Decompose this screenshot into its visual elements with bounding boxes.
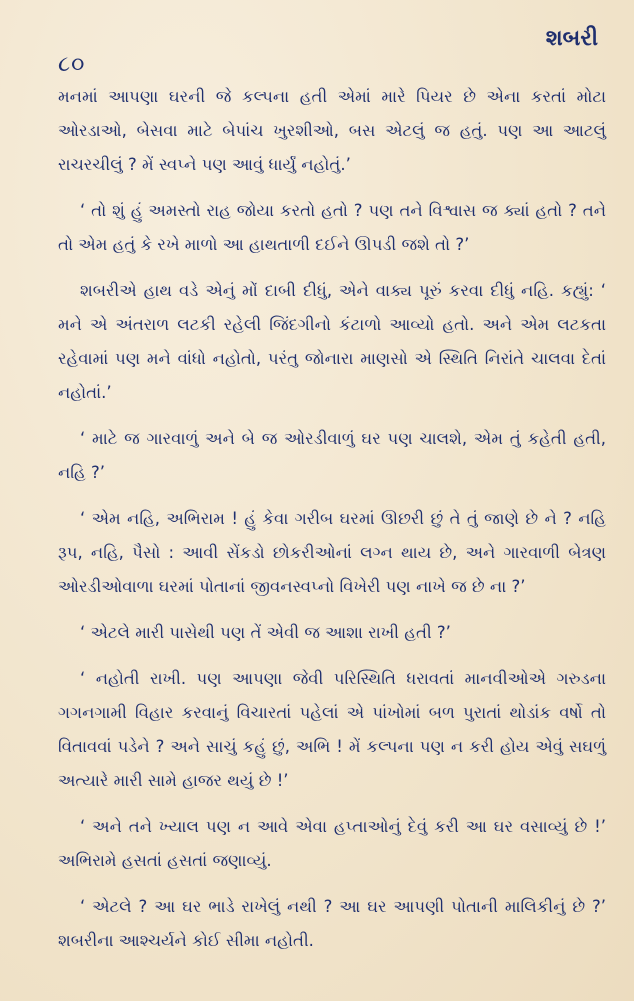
running-title: શબરી: [545, 26, 598, 51]
page-number: ૮૦: [58, 52, 86, 77]
paragraph: ‘ એમ નહિ, અભિરામ ! હું કેવા ગરીબ ઘરમાં ઊછરી છું તે તું જાણે છે ને ? નહિ રૂપ, નહિ, પૈસો : આવી સેંકડો છોકરીઓનાં લગ્ન થાય છે, અને ગારવાળી બેત્રણ ઓરડીઓવાળા ઘરમાં પોતાનાં જીવનસ્વપ્નો વિખેરી પણ નાખે જ છે ના ?’: [58, 509, 606, 596]
paragraph: ‘ એટલે ? આ ઘર ભાડે રાખેલું નથી ? આ ઘર આપણી પોતાની માલિકીનું છે ?’ શબરીના આશ્ચર્યને કોઈ સીમા નહોતી.: [58, 897, 606, 950]
paragraph: ‘ માટે જ ગારવાળું અને બે જ ઓરડીવાળું ઘર પણ ચાલશે, એમ તું કહેતી હતી, નહિ ?’: [58, 429, 606, 482]
paragraph: ‘ એટલે મારી પાસેથી પણ તેં એવી જ આશા રાખી હતી ?’: [80, 623, 451, 642]
paragraph: મનમાં આપણા ઘરની જે કલ્પના હતી એમાં મારે પિયર છે એના કરતાં મોટા ઓરડાઓ, બેસવા માટે બેપાંચ ખુરશીઓ, બસ એટલું જ હતું. પણ આ આટલું રાચરચીલું ? મેં સ્વપ્ને પણ આવું ધાર્યું નહોતું.’: [58, 87, 606, 174]
paragraph: ‘ તો શું હું અમસ્તો રાહ જોયા કરતો હતો ? પણ તને વિશ્વાસ જ ક્યાં હતો ? તને તો એમ હતું કે રખે માળો આ હાથતાળી દઈને ઊપડી જશે તો ?’: [58, 201, 606, 254]
body-text: [58, 80, 606, 970]
paragraph: શબરીએ હાથ વડે એનું મોં દાબી દીધું, એને વાક્ય પૂરું કરવા દીધું નહિ. કહ્યું: ‘ મને એ અંતરાળ લટકી રહેલી જિંદગીનો કંટાળો આવ્યો હતો. અને એમ લટકતા રહેવામાં પણ મને વાંધો નહોતો, પરંતુ જોનારા માણસો એ સ્થિતિ નિરાંતે ચાલવા દેતાં નહોતાં.’: [58, 281, 606, 402]
paragraph: ‘ નહોતી રાખી. પણ આપણા જેવી પરિસ્થિતિ ધરાવતાં માનવીઓએ ગરુડના ગગનગામી વિહાર કરવાનું વિચારતાં પહેલાં એ પાંખોમાં બળ પુરાતાં થોડાંક વર્ષો તો વિતાવવાં પડેને ? અને સાચું કહું છું, અભિ ! મેં કલ્પના પણ ન કરી હોય એવું સઘળું અત્યારે મારી સામે હાજર થયું છે !’: [58, 669, 606, 790]
paragraph: ‘ અને તને ખ્યાલ પણ ન આવે એવા હપ્તાઓનું દેવું કરી આ ઘર વસાવ્યું છે !’ અભિરામે હસતાં હસતાં જણાવ્યું.: [58, 817, 606, 870]
